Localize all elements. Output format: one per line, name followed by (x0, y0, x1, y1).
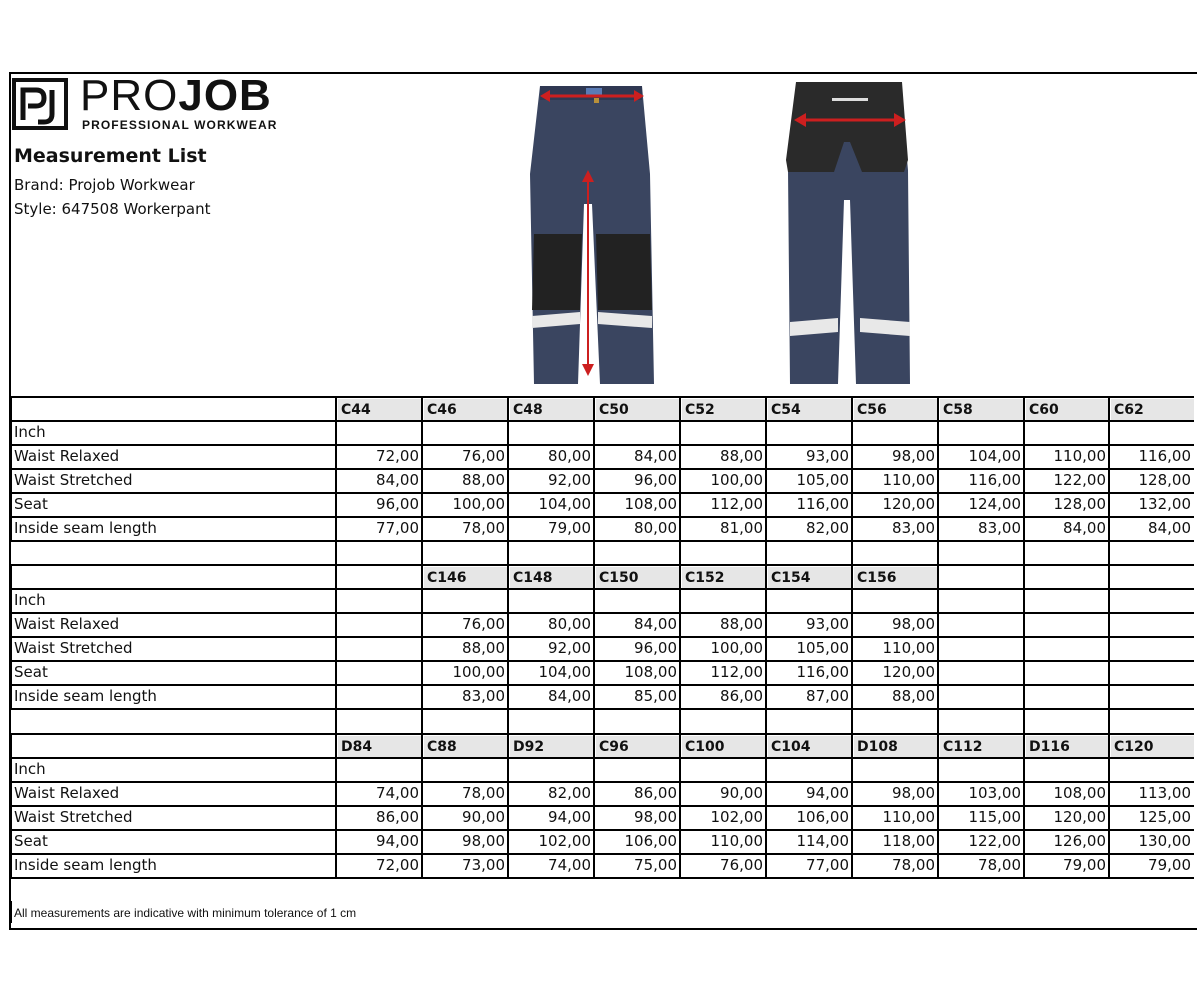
document-title: Measurement List (14, 145, 207, 167)
trousers-front-icon (526, 84, 656, 386)
table-vline (937, 564, 939, 710)
measurement-cell: 73,00 (462, 856, 505, 874)
measurement-cell: 100,00 (710, 639, 763, 657)
table-vline (679, 733, 681, 879)
measurement-cell: 80,00 (634, 519, 677, 537)
measurement-cell: 104,00 (968, 447, 1021, 465)
measurement-cell: 83,00 (978, 519, 1021, 537)
measurement-cell: 84,00 (1148, 519, 1191, 537)
measurement-cell: 83,00 (462, 687, 505, 705)
table-vline (593, 733, 595, 879)
measurement-cell: 114,00 (796, 832, 849, 850)
table-vline (10, 733, 12, 879)
measurement-cell: 105,00 (796, 639, 849, 657)
table-vline (335, 564, 337, 710)
pj-logo-mark-icon (12, 78, 68, 130)
measurement-cell: 77,00 (806, 856, 849, 874)
measurement-cell: 104,00 (538, 663, 591, 681)
measurement-cell: 116,00 (796, 663, 849, 681)
table-vline (335, 396, 337, 542)
measurement-cell: 100,00 (710, 471, 763, 489)
measurement-cell: 110,00 (710, 832, 763, 850)
row-label: Waist Stretched (14, 639, 133, 657)
table-vline (679, 564, 681, 710)
measurement-cell: 96,00 (634, 471, 677, 489)
measurement-cell: 113,00 (1138, 784, 1191, 802)
measurement-cell: 74,00 (548, 856, 591, 874)
measurement-cell: 125,00 (1138, 808, 1191, 826)
size-header: C96 (596, 736, 680, 758)
spacer-vline (335, 709, 337, 733)
measurement-cell: 100,00 (452, 663, 505, 681)
measurement-cell: 79,00 (1148, 856, 1191, 874)
measurement-cell: 100,00 (452, 495, 505, 513)
measurement-cell: 112,00 (710, 495, 763, 513)
row-label: Seat (14, 663, 48, 681)
measurement-cell: 80,00 (548, 447, 591, 465)
measurement-cell: 102,00 (710, 808, 763, 826)
size-header: C112 (940, 736, 1024, 758)
table-vline (937, 396, 939, 542)
table-hline (11, 612, 1194, 614)
measurement-cell: 78,00 (462, 519, 505, 537)
measurement-cell: 96,00 (376, 495, 419, 513)
footnote-marker (11, 901, 12, 923)
measurement-cell: 103,00 (968, 784, 1021, 802)
measurement-cell: 92,00 (548, 471, 591, 489)
measurement-cell: 116,00 (968, 471, 1021, 489)
size-header: C56 (854, 399, 938, 421)
spacer-vline (679, 541, 681, 565)
measurement-cell: 75,00 (634, 856, 677, 874)
table-vline (1023, 396, 1025, 542)
measurement-cell: 112,00 (710, 663, 763, 681)
measurement-cell: 108,00 (624, 495, 677, 513)
measurement-cell: 128,00 (1053, 495, 1106, 513)
measurement-cell: 110,00 (882, 471, 935, 489)
size-header: C48 (510, 399, 594, 421)
measurement-cell: 98,00 (892, 615, 935, 633)
measurement-cell: 130,00 (1138, 832, 1191, 850)
table-hline (11, 420, 1194, 422)
spacer-vline (1023, 709, 1025, 733)
table-vline (1108, 564, 1110, 710)
measurement-cell: 94,00 (376, 832, 419, 850)
table-hline (11, 636, 1194, 638)
table-hline (11, 468, 1194, 470)
measurement-cell: 93,00 (806, 615, 849, 633)
measurement-cell: 82,00 (806, 519, 849, 537)
table-hline (11, 540, 1194, 542)
table-hline (11, 588, 1194, 590)
table-vline (1023, 733, 1025, 879)
spacer-vline (1108, 541, 1110, 565)
measurement-cell: 84,00 (1063, 519, 1106, 537)
footnote: All measurements are indicative with minimum tolerance of 1 cm (14, 906, 357, 920)
measurement-cell: 92,00 (548, 639, 591, 657)
measurement-cell: 88,00 (462, 471, 505, 489)
measurement-cell: 98,00 (634, 808, 677, 826)
measurement-cell: 116,00 (1138, 447, 1191, 465)
size-header: C52 (682, 399, 766, 421)
measurement-cell: 126,00 (1053, 832, 1106, 850)
measurement-cell: 78,00 (892, 856, 935, 874)
measurement-cell: 85,00 (634, 687, 677, 705)
spacer-vline (679, 709, 681, 733)
table-vline (765, 564, 767, 710)
row-label: Waist Relaxed (14, 784, 120, 802)
table-vline (10, 396, 12, 542)
row-label: Inside seam length (14, 687, 157, 705)
row-label: Waist Relaxed (14, 615, 120, 633)
measurement-cell: 106,00 (624, 832, 677, 850)
table-hline (11, 660, 1194, 662)
measurement-cell: 83,00 (892, 519, 935, 537)
table-vline (593, 396, 595, 542)
measurement-cell: 88,00 (462, 639, 505, 657)
measurement-cell: 104,00 (538, 495, 591, 513)
size-header: C62 (1111, 399, 1194, 421)
measurement-cell: 108,00 (1053, 784, 1106, 802)
table-hline (11, 564, 1194, 566)
row-label: Waist Stretched (14, 471, 133, 489)
measurement-cell: 98,00 (462, 832, 505, 850)
spacer-vline (507, 709, 509, 733)
table-vline (1108, 396, 1110, 542)
measurement-cell: 110,00 (1053, 447, 1106, 465)
measurement-cell: 79,00 (1063, 856, 1106, 874)
measurement-cell: 87,00 (806, 687, 849, 705)
table-vline (335, 733, 337, 879)
measurement-cell: 77,00 (376, 519, 419, 537)
size-header: C148 (510, 567, 594, 589)
table-hline (11, 492, 1194, 494)
logo-text-pro: PRO (80, 71, 179, 120)
logo-text-job: JOB (178, 71, 272, 120)
row-label: Seat (14, 832, 48, 850)
size-header: C152 (682, 567, 766, 589)
table-vline (593, 564, 595, 710)
table-hline (11, 829, 1194, 831)
spacer-vline (335, 541, 337, 565)
measurement-cell: 93,00 (806, 447, 849, 465)
table-vline (851, 564, 853, 710)
size-header: C156 (854, 567, 938, 589)
spacer-vline (1023, 541, 1025, 565)
size-header: C120 (1111, 736, 1194, 758)
measurement-cell: 78,00 (462, 784, 505, 802)
measurement-cell: 84,00 (634, 615, 677, 633)
measurement-cell: 110,00 (882, 808, 935, 826)
measurement-cell: 76,00 (720, 856, 763, 874)
table-vline (507, 564, 509, 710)
measurement-cell: 74,00 (376, 784, 419, 802)
measurement-cell: 88,00 (720, 447, 763, 465)
spacer-vline (851, 541, 853, 565)
measurement-cell: 122,00 (968, 832, 1021, 850)
measurement-cell: 76,00 (462, 447, 505, 465)
size-header: C60 (1026, 399, 1109, 421)
measurement-cell: 132,00 (1138, 495, 1191, 513)
measurement-cell: 102,00 (538, 832, 591, 850)
logo-wordmark (80, 71, 272, 120)
row-label: Inside seam length (14, 856, 157, 874)
measurement-cell: 72,00 (376, 856, 419, 874)
size-header: C154 (768, 567, 852, 589)
measurement-cell: 84,00 (634, 447, 677, 465)
table-hline (11, 684, 1194, 686)
table-hline (11, 805, 1194, 807)
size-header: C146 (424, 567, 508, 589)
measurement-cell: 86,00 (634, 784, 677, 802)
table-hline (11, 708, 1194, 710)
measurement-cell: 72,00 (376, 447, 419, 465)
measurement-cell: 76,00 (462, 615, 505, 633)
spacer-vline (421, 541, 423, 565)
table-hline (11, 516, 1194, 518)
table-hline (11, 877, 1194, 879)
spacer-vline (765, 709, 767, 733)
row-label: Waist Relaxed (14, 447, 120, 465)
row-label: Seat (14, 495, 48, 513)
size-header: C50 (596, 399, 680, 421)
measurement-cell: 106,00 (796, 808, 849, 826)
unit-label: Inch (14, 591, 46, 609)
spacer-vline (937, 541, 939, 565)
measurement-cell: 84,00 (376, 471, 419, 489)
row-label: Inside seam length (14, 519, 157, 537)
measurement-cell: 88,00 (720, 615, 763, 633)
projob-logo (12, 71, 284, 134)
measurement-cell: 120,00 (882, 663, 935, 681)
table-hline (11, 757, 1194, 759)
measurement-cell: 120,00 (1053, 808, 1106, 826)
table-vline (507, 733, 509, 879)
spacer-vline (937, 709, 939, 733)
table-vline (421, 396, 423, 542)
table-vline (937, 733, 939, 879)
measurement-cell: 94,00 (548, 808, 591, 826)
table-vline (421, 564, 423, 710)
table-vline (507, 396, 509, 542)
size-header: D116 (1026, 736, 1109, 758)
size-header: C54 (768, 399, 852, 421)
table-vline (10, 564, 12, 710)
size-header: C104 (768, 736, 852, 758)
spacer-vline (1108, 709, 1110, 733)
measurement-cell: 116,00 (796, 495, 849, 513)
unit-label: Inch (14, 423, 46, 441)
measurement-cell: 96,00 (634, 639, 677, 657)
measurement-cell: 105,00 (796, 471, 849, 489)
measurement-cell: 128,00 (1138, 471, 1191, 489)
table-hline (11, 396, 1194, 398)
table-hline (11, 733, 1194, 735)
table-vline (851, 396, 853, 542)
unit-label: Inch (14, 760, 46, 778)
brand-line: Brand: Projob Workwear (14, 176, 195, 194)
measurement-cell: 118,00 (882, 832, 935, 850)
measurement-cell: 110,00 (882, 639, 935, 657)
spacer-vline (421, 709, 423, 733)
measurement-cell: 98,00 (892, 784, 935, 802)
measurement-cell: 78,00 (978, 856, 1021, 874)
measurement-cell: 86,00 (720, 687, 763, 705)
table-hline (11, 444, 1194, 446)
row-label: Waist Stretched (14, 808, 133, 826)
table-vline (1023, 564, 1025, 710)
spacer-vline (593, 541, 595, 565)
spacer-vline (765, 541, 767, 565)
measurement-cell: 108,00 (624, 663, 677, 681)
measurement-cell: 90,00 (462, 808, 505, 826)
measurement-cell: 122,00 (1053, 471, 1106, 489)
size-header: D84 (338, 736, 422, 758)
table-vline (421, 733, 423, 879)
measurement-cell: 82,00 (548, 784, 591, 802)
size-header: C58 (940, 399, 1024, 421)
size-header: C46 (424, 399, 508, 421)
table-vline (679, 396, 681, 542)
measurement-cell: 120,00 (882, 495, 935, 513)
measurement-cell: 84,00 (548, 687, 591, 705)
trousers-back-icon (782, 80, 918, 388)
measurement-cell: 80,00 (548, 615, 591, 633)
style-line: Style: 647508 Workerpant (14, 200, 211, 218)
spacer-vline (851, 709, 853, 733)
measurement-cell: 88,00 (892, 687, 935, 705)
measurement-cell: 81,00 (720, 519, 763, 537)
measurement-cell: 124,00 (968, 495, 1021, 513)
measurement-cell: 79,00 (548, 519, 591, 537)
size-header: D92 (510, 736, 594, 758)
table-vline (851, 733, 853, 879)
logo-tagline: PROFESSIONAL WORKWEAR (82, 118, 278, 132)
size-header: C44 (338, 399, 422, 421)
measurement-cell: 98,00 (892, 447, 935, 465)
table-vline (765, 733, 767, 879)
spacer-vline (593, 709, 595, 733)
size-header: D108 (854, 736, 938, 758)
table-vline (765, 396, 767, 542)
spacer-vline (507, 541, 509, 565)
table-vline (1108, 733, 1110, 879)
size-header: C88 (424, 736, 508, 758)
measurement-cell: 115,00 (968, 808, 1021, 826)
size-header: C150 (596, 567, 680, 589)
table-hline (11, 853, 1194, 855)
size-header: C100 (682, 736, 766, 758)
measurement-cell: 94,00 (806, 784, 849, 802)
measurement-cell: 86,00 (376, 808, 419, 826)
measurement-cell: 90,00 (720, 784, 763, 802)
table-hline (11, 781, 1194, 783)
